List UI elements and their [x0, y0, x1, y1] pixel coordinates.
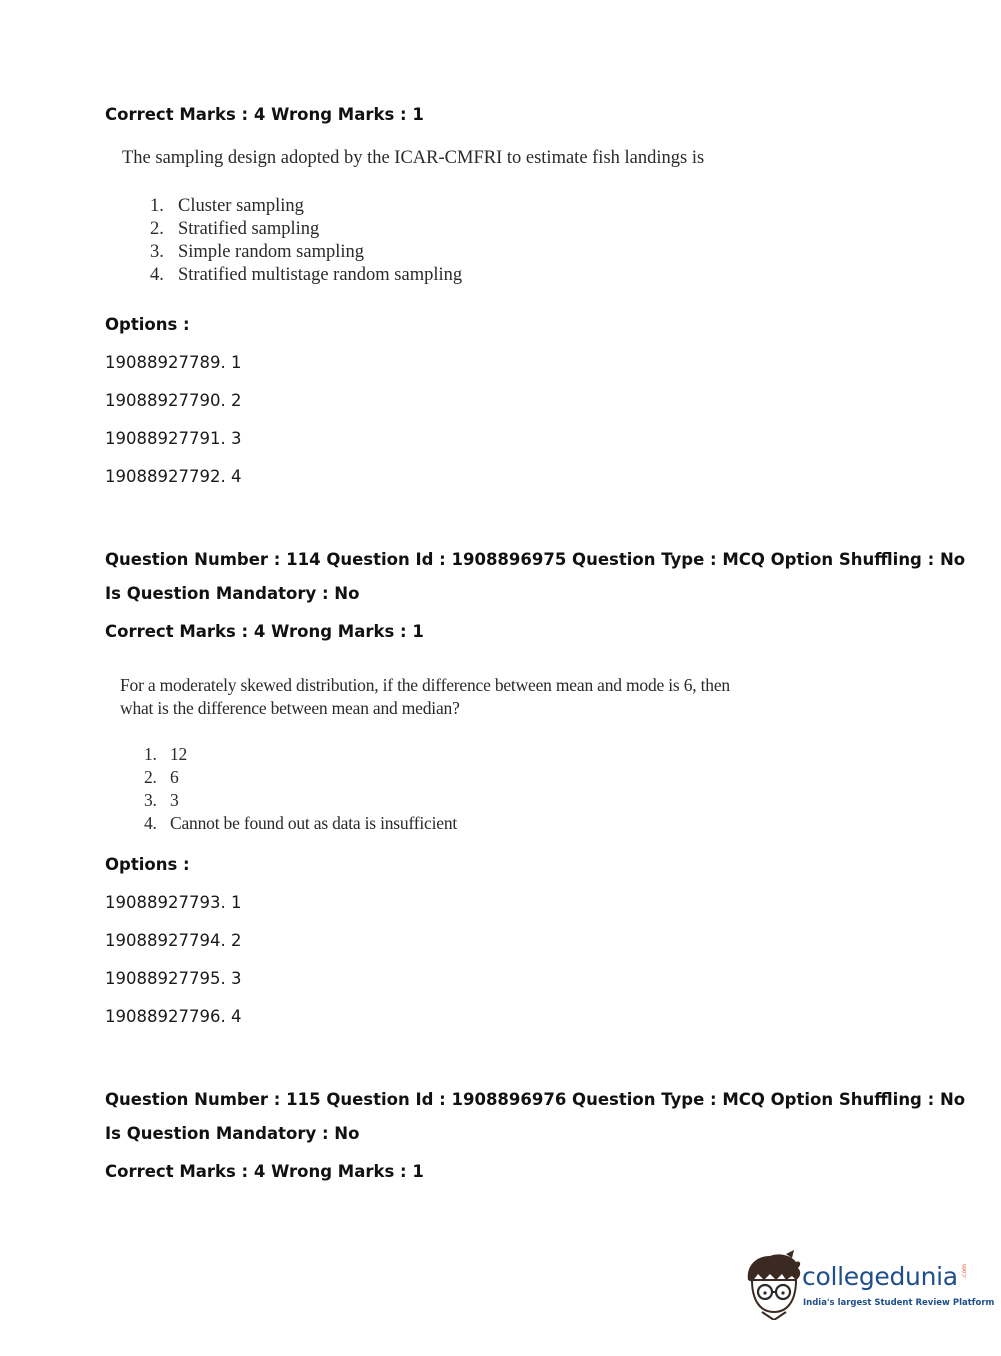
choice-item [150, 265, 463, 286]
choice-number: 2. [150, 219, 164, 239]
choice-number: 1. [144, 744, 157, 764]
question-text-line: For a moderately skewed distribution, if the difference between mean and mode is 6, then [120, 675, 730, 695]
options-label: Options : [105, 855, 190, 874]
option-item: 19088927793. 1 [105, 893, 242, 912]
choice-text: 12 [170, 744, 188, 764]
choice-text: Cannot be found out as data is insufficient [170, 813, 458, 833]
logo-tagline: India's largest Student Review Platform [803, 1298, 995, 1308]
question-text: The sampling design adopted by the ICAR-CMFRI to estimate fish landings is [122, 148, 705, 168]
choice-text: Simple random sampling [178, 242, 365, 262]
option-item: 19088927796. 4 [105, 1007, 242, 1026]
choice-item [150, 242, 365, 263]
mascot-icon [742, 1250, 804, 1320]
choice-item [144, 813, 458, 834]
mandatory-line: Is Question Mandatory : No [105, 1124, 360, 1143]
choice-item [144, 744, 188, 765]
choice-text: Cluster sampling [178, 196, 304, 216]
option-item: 19088927792. 4 [105, 467, 242, 486]
choice-item [144, 790, 179, 811]
logo-suffix: .com [961, 1264, 968, 1279]
options-label: Options : [105, 315, 190, 334]
correct-marks-line: Correct Marks : 4 Wrong Marks : 1 [105, 105, 424, 124]
option-item: 19088927791. 3 [105, 429, 242, 448]
choice-number: 4. [150, 265, 164, 285]
collegedunia-logo [742, 1250, 995, 1322]
choice-number: 3. [144, 790, 157, 810]
question-text-line: what is the difference between mean and median? [120, 698, 460, 718]
option-item: 19088927790. 2 [105, 391, 242, 410]
correct-marks-line: Correct Marks : 4 Wrong Marks : 1 [105, 1162, 424, 1181]
correct-marks-line: Correct Marks : 4 Wrong Marks : 1 [105, 622, 424, 641]
choice-number: 1. [150, 196, 164, 216]
choice-number: 3. [150, 242, 164, 262]
option-item: 19088927795. 3 [105, 969, 242, 988]
choice-text: 3 [170, 790, 179, 810]
choice-text: Stratified sampling [178, 219, 320, 239]
mandatory-line: Is Question Mandatory : No [105, 584, 360, 603]
choice-item [150, 196, 304, 217]
choice-item [150, 219, 320, 240]
choice-text: 6 [170, 767, 179, 787]
choice-number: 4. [144, 813, 157, 833]
option-item: 19088927789. 1 [105, 353, 242, 372]
choice-item [144, 767, 179, 788]
choice-text: Stratified multistage random sampling [178, 265, 463, 285]
question-header: Question Number : 114 Question Id : 1908896975 Question Type : MCQ Option Shuffling : No [105, 550, 966, 569]
choice-number: 2. [144, 767, 157, 787]
question-header: Question Number : 115 Question Id : 1908896976 Question Type : MCQ Option Shuffling : No [105, 1090, 966, 1109]
logo-wordmark: collegedunia [802, 1262, 958, 1291]
option-item: 19088927794. 2 [105, 931, 242, 950]
